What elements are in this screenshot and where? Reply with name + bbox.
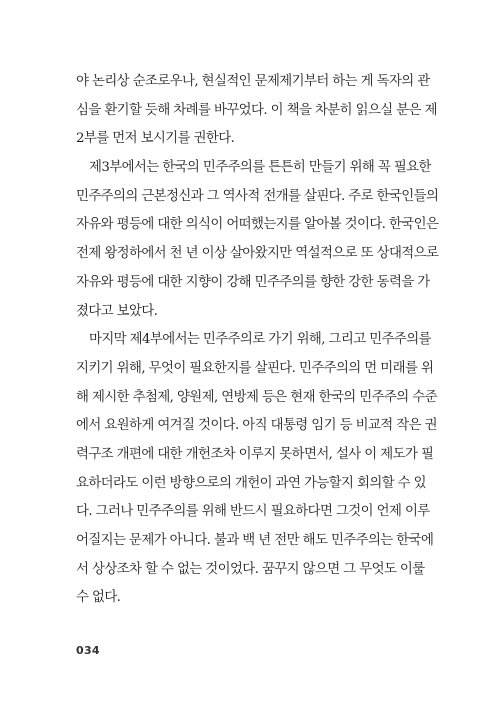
text-line: 졌다고 보았다.: [76, 303, 158, 319]
text-line: 전제 왕정하에서 천 년 이상 살아왔지만 역설적으로 또 상대적으로: [76, 246, 439, 262]
text-line: 수 없다.: [76, 590, 121, 606]
text-line: 민주주의의 근본정신과 그 역사적 전개를 살핀다. 주로 한국인들의: [76, 188, 439, 204]
text-line: 야 논리상 순조로우나, 현실적인 문제제기부터 하는 게 독자의 관: [76, 74, 430, 89]
paragraph-start-line: 마지막 제4부에서는 민주주의로 가기 위해, 그리고 민주주의를: [89, 332, 431, 348]
body-text: [76, 68, 439, 613]
page-number: 034: [76, 644, 100, 657]
text-line: 자유와 평등에 대한 의식이 어떠했는지를 알아볼 것이다. 한국인은: [76, 217, 439, 233]
paragraph-start-line: 제3부에서는 한국의 민주주의를 튼튼히 만들기 위해 꼭 필요한: [89, 160, 431, 176]
text-line: 에서 요원하게 여겨질 것이다. 아직 대통령 임기 등 비교적 작은 권: [76, 418, 437, 434]
text-line: 심을 환기할 듯해 차례를 바꾸었다. 이 책을 차분히 읽으실 분은 제: [76, 102, 437, 118]
text-line: 해 제시한 추첨제, 양원제, 연방제 등은 현재 한국의 민주주의 수준: [76, 389, 437, 405]
text-line: 다. 그러나 민주주의를 위해 반드시 필요하다면 그것이 언제 이루: [76, 504, 430, 520]
text-line: 요하더라도 이런 방향으로의 개헌이 과연 가능할지 회의할 수 있: [76, 475, 426, 491]
text-line: 자유와 평등에 대한 지향이 강해 민주주의를 향한 강한 동력을 가: [76, 274, 430, 290]
text-line: 어질지는 문제가 아니다. 불과 백 년 전만 해도 민주주의는 한국에: [76, 533, 434, 548]
text-line: 2부를 먼저 보시기를 권한다.: [76, 131, 235, 147]
text-line: 서 상상조차 할 수 없는 것이었다. 꿈꾸지 않으면 그 무엇도 이룰: [76, 561, 425, 577]
text-line: 지키기 위해, 무엇이 필요한지를 살핀다. 민주주의의 먼 미래를 위: [76, 360, 434, 376]
text-line: 력구조 개편에 대한 개헌조차 이루지 못하면서, 설사 이 제도가 필: [76, 446, 434, 462]
